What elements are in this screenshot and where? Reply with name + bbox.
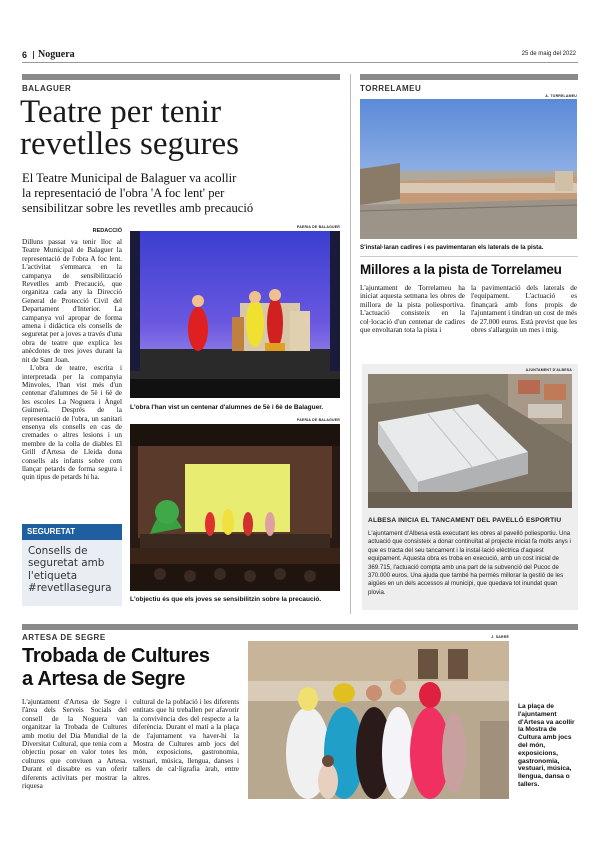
culture-fair-illustration xyxy=(248,641,509,799)
seguretat-box-title: SEGURETAT xyxy=(22,524,122,540)
torrelameu-section-label: TORRELAMEU xyxy=(360,84,422,93)
balaguer-subhead-line1: El Teatre Municipal de Balaguer va acollir xyxy=(22,171,237,185)
torrelameu-photo-credit: A. TORRELAMEU xyxy=(545,94,577,98)
photo1-caption: L'obra l'han vist un centenar d'alumnes de 5è i 6è de Balaguer. xyxy=(130,404,324,411)
artesa-photo-credit: J. SARRÉ xyxy=(491,635,509,639)
culture-fair-photo xyxy=(248,641,509,799)
seguretat-box-text xyxy=(22,540,122,600)
seguretat-line1: Consells de xyxy=(28,545,88,557)
artesa-top-bar xyxy=(22,624,578,630)
torrelameu-photo-caption: S'instal·laran cadires i es pavimentaran els laterals de la pista. xyxy=(360,244,544,251)
seguretat-line2: seguretat amb xyxy=(28,557,105,570)
pavilion-aerial-illustration xyxy=(368,374,572,508)
page-date: 25 de maig del 2022 xyxy=(521,51,576,57)
seguretat-box xyxy=(22,524,122,606)
artesa-headline-line2: a Artesa de Segre xyxy=(22,668,186,690)
theatre-stage-photo-2 xyxy=(130,424,340,591)
page-header xyxy=(22,50,578,63)
albesa-headline: ALBESA INICIA EL TANCAMENT DEL PAVELLÓ ESPORTIU xyxy=(368,517,562,524)
balaguer-subhead-line2: la representació de l'obra 'A foc lent' per xyxy=(22,186,225,200)
balaguer-headline-line1: Teatre per tenir xyxy=(20,94,222,130)
torrelameu-body-col1: L'ajuntament de Torrelameu ha iniciat aquesta setmana les obres de millora de la pista poliesportiva. L'actuació consisteix en la col·locació d'un centenar de cadires que envoltaran tota la pista i xyxy=(360,284,465,335)
balaguer-byline: REDACCIÓ xyxy=(92,228,122,234)
balaguer-body-p1: Dilluns passat va tenir lloc al Teatre Municipal de Balaguer la representació de l'obra A foc lent. L'activitat s'emmarca en la campanya de sensibilització Revetlles amb Precaució, que organitza cada any la Direcció General de Protecció Civil del Departament d'Interior. La campanya vol apropar de forma amena i didàctica els consells de seguretat per a joves a través d'una obra de teatre que explica les anècdotes de tres joves durant la nit de Sant Joan. xyxy=(22,238,122,364)
torrelameu-top-bar xyxy=(360,74,578,80)
artesa-section-label: ARTESA DE SEGRE xyxy=(22,633,106,642)
torrelameu-headline: Millores a la pista de Torrelameu xyxy=(360,262,562,277)
balaguer-top-bar xyxy=(22,74,340,80)
artesa-headline xyxy=(22,645,210,691)
torrelameu-body-col2: la pavimentació dels laterals de l'equipament. L'actuació es finançarà amb fons propis de l'ajuntament i tindran un cost de més de 27.000 euros. Està previst que les obres s'allarguin un mes i mig. xyxy=(471,284,577,335)
header-divider xyxy=(33,51,34,59)
albesa-box xyxy=(362,364,578,610)
sports-court-illustration xyxy=(360,99,577,239)
publication-name: Noguera xyxy=(38,49,75,60)
theatre-stage-illustration-2 xyxy=(130,424,340,591)
balaguer-section-label: BALAGUER xyxy=(22,84,72,93)
balaguer-subhead-line3: sensibilitzar sobre les revetlles amb precaució xyxy=(22,201,254,215)
balaguer-headline xyxy=(20,96,239,160)
seguretat-line4: #revetllasegura xyxy=(28,582,112,595)
photo1-credit: PAERIA DE BALAGUER xyxy=(296,225,340,229)
balaguer-headline-line2: revetlles segures xyxy=(20,126,239,162)
artesa-body-col1: L'ajuntament d'Artesa de Segre i l'àrea dels Serveis Socials del consell de la Noguera van organitzar la Trobada de Cultures amb motiu del Dia Mundial de la Diversitat Cultural, que tenia com a objectiu posar en valor totes les cultures que conviuen a Artesa. Durant el dissabte es van oferir diferents activitats per mostrar la riquesa xyxy=(22,698,127,791)
page-number: 6 xyxy=(22,50,28,60)
seguretat-line3: l'etiqueta xyxy=(28,569,78,582)
photo2-credit: PAERIA DE BALAGUER xyxy=(296,418,340,422)
balaguer-body xyxy=(22,238,122,522)
artesa-photo-caption: La plaça de l'ajuntament d'Artesa va acollir la Mostra de Cultura amb jocs del món, exposicions, gastronomia, vestuari, música, llengua, dansa o tallers. xyxy=(518,703,575,788)
balaguer-subhead xyxy=(22,171,253,216)
albesa-body: L'ajuntament d'Albesa està executant les obres al pavelló poliesportiu. Una actuació que consisteix a donar continuïtat al projecte iniciat fa molts anys i que es tracta del seu tancament i la instal·lació elèctrica d'aquest equipament. Aquesta obra es troba en execució, amb un cost inicial de 369.715, l'actuació compta amb una part de la subvenció del Pucoc de 370.000 euros. Una ajuda que també ha permès millorar la gestió de les aigües en un dels accessos al municipi, que quedava tot inundat quan plovia. xyxy=(368,530,571,596)
photo2-caption: L'objectiu és que els joves se sensibilitzin sobre la precaució. xyxy=(130,596,322,603)
artesa-body-col2: cultural de la població i les diferents entitats que hi treballen per afavorir la convivència des del respecte a la diferència. Durant el matí a la plaça de l'ajuntament va haver-hi la Mostra de Cultures amb jocs del món, exposicions, gastronomia, vestuari, música, llengua, danses i tallers de cal·ligrafia àrab, entre altres. xyxy=(133,698,239,782)
torrelameu-rule xyxy=(360,256,578,257)
sports-court-photo xyxy=(360,99,577,239)
column-divider xyxy=(350,74,351,614)
balaguer-body-p2: L'obra de teatre, escrita i interpretada per la companyia Minvoles, l'han vist més d'un centenar d'alumnes de 5è i 6è de les escoles La Noguera i Àngel Guimerà. Després de la representació de l'obra, un sanitari ensenya els consells en cas de cremades o altres lesions i un membre de la colla de diables El Grill d'Artesa de Lleida dona consells als infants sobre com llançar petards de forma segura i quin tipus de petards hi ha. xyxy=(22,364,122,482)
theatre-stage-photo-1 xyxy=(130,231,340,398)
artesa-headline-line1: Trobada de Cultures xyxy=(22,645,210,667)
theatre-stage-illustration-1 xyxy=(130,231,340,398)
sports-pavilion-aerial-photo xyxy=(368,374,572,508)
albesa-photo-credit: AJUNTAMENT D'ALBESA xyxy=(525,368,572,372)
